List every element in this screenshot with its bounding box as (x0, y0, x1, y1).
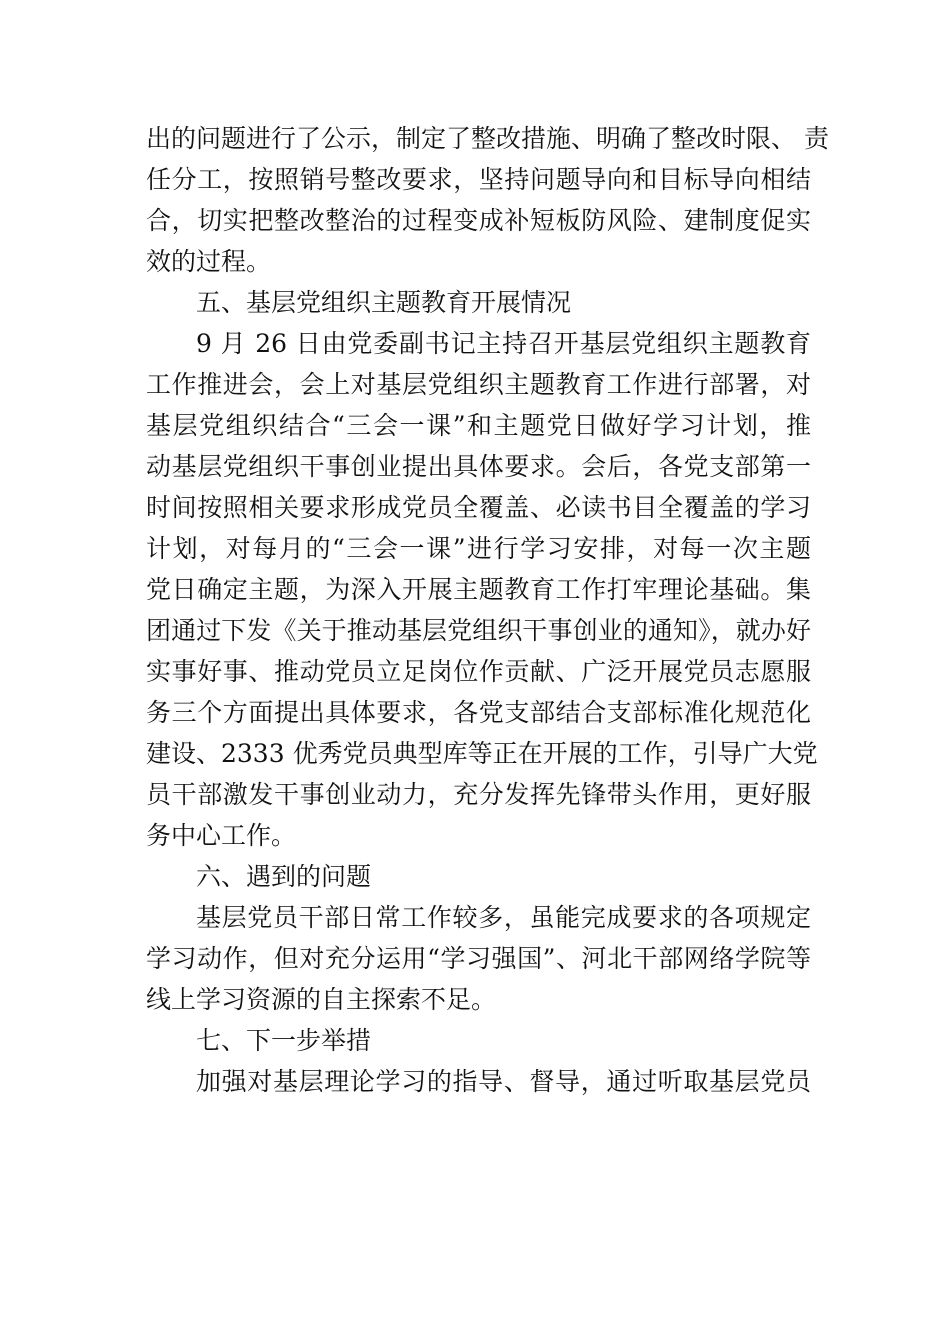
section-heading: 七、下一步举措 (196, 1026, 372, 1055)
body-line: 党日确定主题，为深入开展主题教育工作打牢理论基础。集 (146, 575, 811, 604)
body-line: 工作推进会，会上对基层党组织主题教育工作进行部署，对 (146, 370, 811, 399)
body-line: 务三个方面提出具体要求，各党支部结合支部标准化规范化 (146, 698, 811, 727)
body-line: 实事好事、推动党员立足岗位作贡献、广泛开展党员志愿服 (146, 657, 811, 686)
body-line: 团通过下发《关于推动基层党组织干事创业的通知》，就办好 (146, 616, 811, 645)
body-line: 效的过程。 (146, 247, 272, 276)
body-line: 加强对基层理论学习的指导、督导，通过听取基层党员 (196, 1067, 811, 1096)
body-line: 计划，对每月的“三会一课”进行学习安排，对每一次主题 (146, 534, 811, 563)
body-line: 线上学习资源的自主探索不足。 (146, 985, 497, 1014)
section-heading: 五、基层党组织主题教育开展情况 (196, 288, 572, 317)
body-line: 9 月 26 日由党委副书记主持召开基层党组织主题教育 (196, 329, 811, 358)
body-line: 动基层党组织干事创业提出具体要求。会后，各党支部第一 (146, 452, 811, 481)
body-line: 员干部激发干事创业动力，充分发挥先锋带头作用，更好服 (146, 780, 811, 809)
body-line: 时间按照相关要求形成党员全覆盖、必读书目全覆盖的学习 (146, 493, 811, 522)
document-body (146, 118, 829, 1102)
body-line: 基层党员干部日常工作较多，虽能完成要求的各项规定 (196, 903, 811, 932)
body-line: 出的问题进行了公示，制定了整改措施、明确了整改时限、 责 (146, 124, 829, 153)
body-line: 务中心工作。 (146, 821, 297, 850)
body-line: 建设、2333 优秀党员典型库等正在开展的工作，引导广大党 (146, 739, 818, 768)
body-line: 合，切实把整改整治的过程变成补短板防风险、建制度促实 (146, 206, 811, 235)
body-line: 学习动作，但对充分运用“学习强国”、河北干部网络学院等 (146, 944, 811, 973)
body-line: 任分工，按照销号整改要求，坚持问题导向和目标导向相结 (146, 165, 811, 194)
body-line: 基层党组织结合“三会一课”和主题党日做好学习计划，推 (146, 411, 811, 440)
section-heading: 六、遇到的问题 (196, 862, 372, 891)
